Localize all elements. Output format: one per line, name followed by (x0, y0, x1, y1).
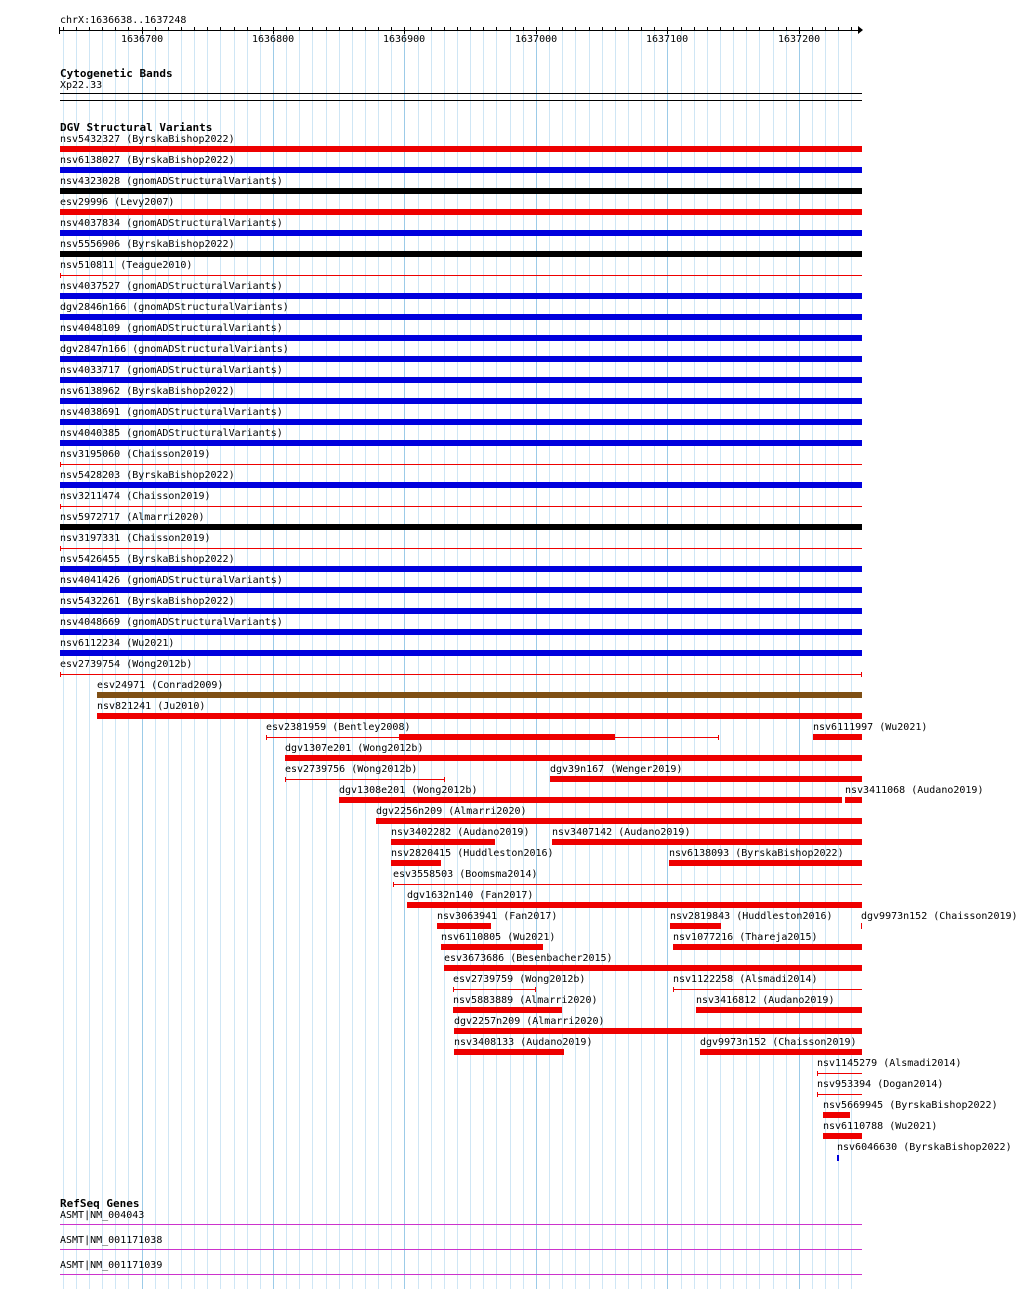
variant-label[interactable]: nsv4033717 (gnomADStructuralVariants) (60, 365, 283, 376)
variant-label[interactable]: nsv2819843 (Huddleston2016) (670, 911, 833, 922)
variant-bar[interactable] (60, 629, 862, 635)
variant-line[interactable] (673, 989, 862, 990)
variant-label[interactable]: esv2739759 (Wong2012b) (453, 974, 586, 985)
variant-endcap (453, 987, 454, 992)
variant-endcap (60, 504, 61, 509)
variant-label[interactable]: nsv5432327 (ByrskaBishop2022) (60, 134, 235, 145)
variant-endcap (817, 1071, 818, 1076)
variant-label[interactable]: nsv3416812 (Audano2019) (696, 995, 835, 1006)
variant-bar[interactable] (407, 902, 862, 908)
variant-bar[interactable] (60, 419, 862, 425)
variant-endcap (266, 735, 267, 740)
variant-bar[interactable] (97, 692, 862, 698)
variant-label[interactable]: nsv1145279 (Alsmadi2014) (817, 1058, 962, 1069)
variant-line[interactable] (60, 674, 862, 675)
variant-label[interactable]: esv3558503 (Boomsma2014) (393, 869, 538, 880)
variant-label[interactable]: dgv2257n209 (Almarri2020) (454, 1016, 605, 1027)
variant-label[interactable]: nsv6111997 (Wu2021) (813, 722, 928, 733)
ruler-tick-label: 1636900 (383, 34, 426, 45)
variant-endcap (718, 735, 719, 740)
variant-bar[interactable] (669, 860, 862, 866)
variant-bar[interactable] (339, 797, 842, 803)
variant-label[interactable]: dgv2846n166 (gnomADStructuralVariants) (60, 302, 289, 313)
variant-label[interactable]: esv2381959 (Bentley2008) (266, 722, 411, 733)
variant-label[interactable]: nsv2820415 (Huddleston2016) (391, 848, 554, 859)
variant-label[interactable]: dgv1308e201 (Wong2012b) (339, 785, 478, 796)
variant-bar[interactable] (60, 167, 862, 173)
variant-label[interactable]: nsv4038691 (gnomADStructuralVariants) (60, 407, 283, 418)
variant-bar[interactable] (391, 860, 441, 866)
variant-label[interactable]: nsv6138027 (ByrskaBishop2022) (60, 155, 235, 166)
variant-label[interactable]: nsv6138962 (ByrskaBishop2022) (60, 386, 235, 397)
variant-bar[interactable] (60, 188, 862, 194)
variant-bar[interactable] (813, 734, 862, 740)
variant-label[interactable]: nsv5556906 (ByrskaBishop2022) (60, 239, 235, 250)
ruler-tick-label: 1636700 (121, 34, 164, 45)
variant-label[interactable]: nsv6110788 (Wu2021) (823, 1121, 938, 1132)
variant-label[interactable]: nsv5883889 (Almarri2020) (453, 995, 598, 1006)
variant-label[interactable]: nsv3197331 (Chaisson2019) (60, 533, 211, 544)
variant-bar[interactable] (60, 608, 862, 614)
variant-line[interactable] (817, 1073, 862, 1074)
variant-label[interactable]: nsv4048669 (gnomADStructuralVariants) (60, 617, 283, 628)
gene-line[interactable] (60, 1274, 862, 1275)
track-title-cytogenetic-bands: Cytogenetic Bands (60, 67, 173, 80)
variant-line[interactable] (285, 779, 445, 780)
ruler-tick-label: 1636800 (252, 34, 295, 45)
gene-label[interactable]: ASMT|NM_001171038 (60, 1235, 163, 1246)
variant-endcap (60, 462, 61, 467)
track-title-dgv-structural-variants: DGV Structural Variants (60, 121, 213, 134)
variant-bar[interactable] (60, 314, 862, 320)
variant-label[interactable]: nsv4048109 (gnomADStructuralVariants) (60, 323, 283, 334)
variant-label[interactable]: nsv821241 (Ju2010) (97, 701, 206, 712)
variant-label[interactable]: nsv3063941 (Fan2017) (437, 911, 558, 922)
gene-line[interactable] (60, 1249, 862, 1250)
variant-bar[interactable] (60, 146, 862, 152)
variant-label[interactable]: dgv1632n140 (Fan2017) (407, 890, 534, 901)
variant-label[interactable]: esv24971 (Conrad2009) (97, 680, 224, 691)
variant-bar[interactable] (670, 923, 721, 929)
variant-bar[interactable] (673, 944, 862, 950)
variant-label[interactable]: dgv1307e201 (Wong2012b) (285, 743, 424, 754)
variant-label[interactable]: nsv6112234 (Wu2021) (60, 638, 175, 649)
variant-label[interactable]: nsv6138093 (ByrskaBishop2022) (669, 848, 844, 859)
track-title-refseq-genes: RefSeq Genes (60, 1197, 140, 1210)
variant-line[interactable] (393, 884, 862, 885)
variant-label[interactable]: nsv3407142 (Audano2019) (552, 827, 691, 838)
variant-endcap (393, 882, 394, 887)
variant-endcap (817, 1092, 818, 1097)
variant-bar[interactable] (552, 839, 862, 845)
variant-bar[interactable] (399, 734, 615, 740)
variant-bar[interactable] (60, 356, 862, 362)
variant-label[interactable]: nsv3411068 (Audano2019) (845, 785, 984, 796)
variant-label[interactable]: nsv5669945 (ByrskaBishop2022) (823, 1100, 998, 1111)
gene-line[interactable] (60, 1224, 862, 1225)
variant-endcap (60, 546, 61, 551)
variant-bar[interactable] (441, 944, 543, 950)
variant-bar[interactable] (437, 923, 491, 929)
variant-endcap (444, 777, 445, 782)
variant-label[interactable]: nsv4323028 (gnomADStructuralVariants) (60, 176, 283, 187)
variant-bar[interactable] (285, 755, 862, 761)
variant-bar[interactable] (823, 1112, 850, 1118)
variant-bar[interactable] (376, 818, 862, 824)
variant-bar[interactable] (60, 293, 862, 299)
variant-label[interactable]: nsv1077216 (Thareja2015) (673, 932, 818, 943)
variant-bar[interactable] (700, 1049, 862, 1055)
variant-label[interactable]: esv2739756 (Wong2012b) (285, 764, 418, 775)
variant-bar[interactable] (60, 587, 862, 593)
variant-label[interactable]: dgv2256n209 (Almarri2020) (376, 806, 527, 817)
variant-label[interactable]: nsv3402282 (Audano2019) (391, 827, 530, 838)
variant-bar[interactable] (391, 839, 495, 845)
variant-label[interactable]: nsv4037527 (gnomADStructuralVariants) (60, 281, 283, 292)
variant-bar[interactable] (837, 1155, 839, 1161)
variant-label[interactable]: nsv4040385 (gnomADStructuralVariants) (60, 428, 283, 439)
variant-line[interactable] (60, 464, 862, 465)
variant-bar[interactable] (60, 566, 862, 572)
gene-label[interactable]: ASMT|NM_004043 (60, 1210, 145, 1221)
variant-label[interactable]: dgv2847n166 (gnomADStructuralVariants) (60, 344, 289, 355)
variant-label[interactable]: nsv6046630 (ByrskaBishop2022) (837, 1142, 1012, 1153)
variant-bar[interactable] (97, 713, 862, 719)
variant-bar[interactable] (550, 776, 862, 782)
variant-endcap (535, 987, 536, 992)
variant-line[interactable] (60, 548, 862, 549)
variant-bar[interactable] (60, 377, 862, 383)
variant-bar[interactable] (60, 440, 862, 446)
variant-bar[interactable] (696, 1007, 862, 1013)
variant-label[interactable]: nsv4037834 (gnomADStructuralVariants) (60, 218, 283, 229)
variant-label[interactable]: nsv6110805 (Wu2021) (441, 932, 556, 943)
variant-endcap (60, 672, 61, 677)
variant-endcap (673, 987, 674, 992)
variant-label[interactable]: nsv1122258 (Alsmadi2014) (673, 974, 818, 985)
variant-label[interactable]: nsv953394 (Dogan2014) (817, 1079, 944, 1090)
variant-bar[interactable] (861, 923, 862, 929)
variant-label[interactable]: dgv9973n152 (Chaisson2019) (861, 911, 1018, 922)
variant-label[interactable]: nsv3195060 (Chaisson2019) (60, 449, 211, 460)
variant-label[interactable]: nsv5426455 (ByrskaBishop2022) (60, 554, 235, 565)
ruler-tick-label: 1637200 (778, 34, 821, 45)
ruler-tick-label: 1637000 (515, 34, 558, 45)
variant-label[interactable]: nsv5428203 (ByrskaBishop2022) (60, 470, 235, 481)
variant-endcap (861, 672, 862, 677)
variant-bar[interactable] (454, 1028, 862, 1034)
variant-bar[interactable] (444, 965, 862, 971)
gene-label[interactable]: ASMT|NM_001171039 (60, 1260, 163, 1271)
variant-label[interactable]: esv2739754 (Wong2012b) (60, 659, 193, 670)
variant-label[interactable]: esv3673686 (Besenbacher2015) (444, 953, 613, 964)
variant-line[interactable] (60, 506, 862, 507)
variant-label[interactable]: nsv5972717 (Almarri2020) (60, 512, 205, 523)
variant-endcap (60, 273, 61, 278)
variant-bar[interactable] (60, 524, 862, 530)
variant-bar[interactable] (60, 482, 862, 488)
variant-bar[interactable] (845, 797, 862, 803)
variant-bar[interactable] (454, 1049, 564, 1055)
variant-label[interactable]: esv29996 (Levy2007) (60, 197, 175, 208)
variant-label[interactable]: nsv3211474 (Chaisson2019) (60, 491, 211, 502)
variant-label[interactable]: nsv5432261 (ByrskaBishop2022) (60, 596, 235, 607)
range-label: chrX:1636638..1637248 (60, 15, 187, 26)
cytoband-label[interactable]: Xp22.33 (60, 80, 103, 91)
variant-label[interactable]: nsv3408133 (Audano2019) (454, 1037, 593, 1048)
variant-line[interactable] (60, 275, 862, 276)
variant-line[interactable] (453, 989, 536, 990)
ruler-tick-label: 1637100 (646, 34, 689, 45)
variant-bar[interactable] (823, 1133, 862, 1139)
variant-label[interactable]: dgv39n167 (Wenger2019) (550, 764, 683, 775)
variant-line[interactable] (817, 1094, 862, 1095)
variant-bar[interactable] (60, 209, 862, 215)
variant-bar[interactable] (60, 251, 862, 257)
variant-bar[interactable] (60, 335, 862, 341)
variant-label[interactable]: nsv4041426 (gnomADStructuralVariants) (60, 575, 283, 586)
variant-bar[interactable] (60, 230, 862, 236)
variant-bar[interactable] (60, 398, 862, 404)
variant-endcap (285, 777, 286, 782)
variant-label[interactable]: dgv9973n152 (Chaisson2019) (700, 1037, 857, 1048)
variant-bar[interactable] (453, 1007, 562, 1013)
variant-label[interactable]: nsv510811 (Teague2010) (60, 260, 193, 271)
variant-bar[interactable] (60, 650, 862, 656)
